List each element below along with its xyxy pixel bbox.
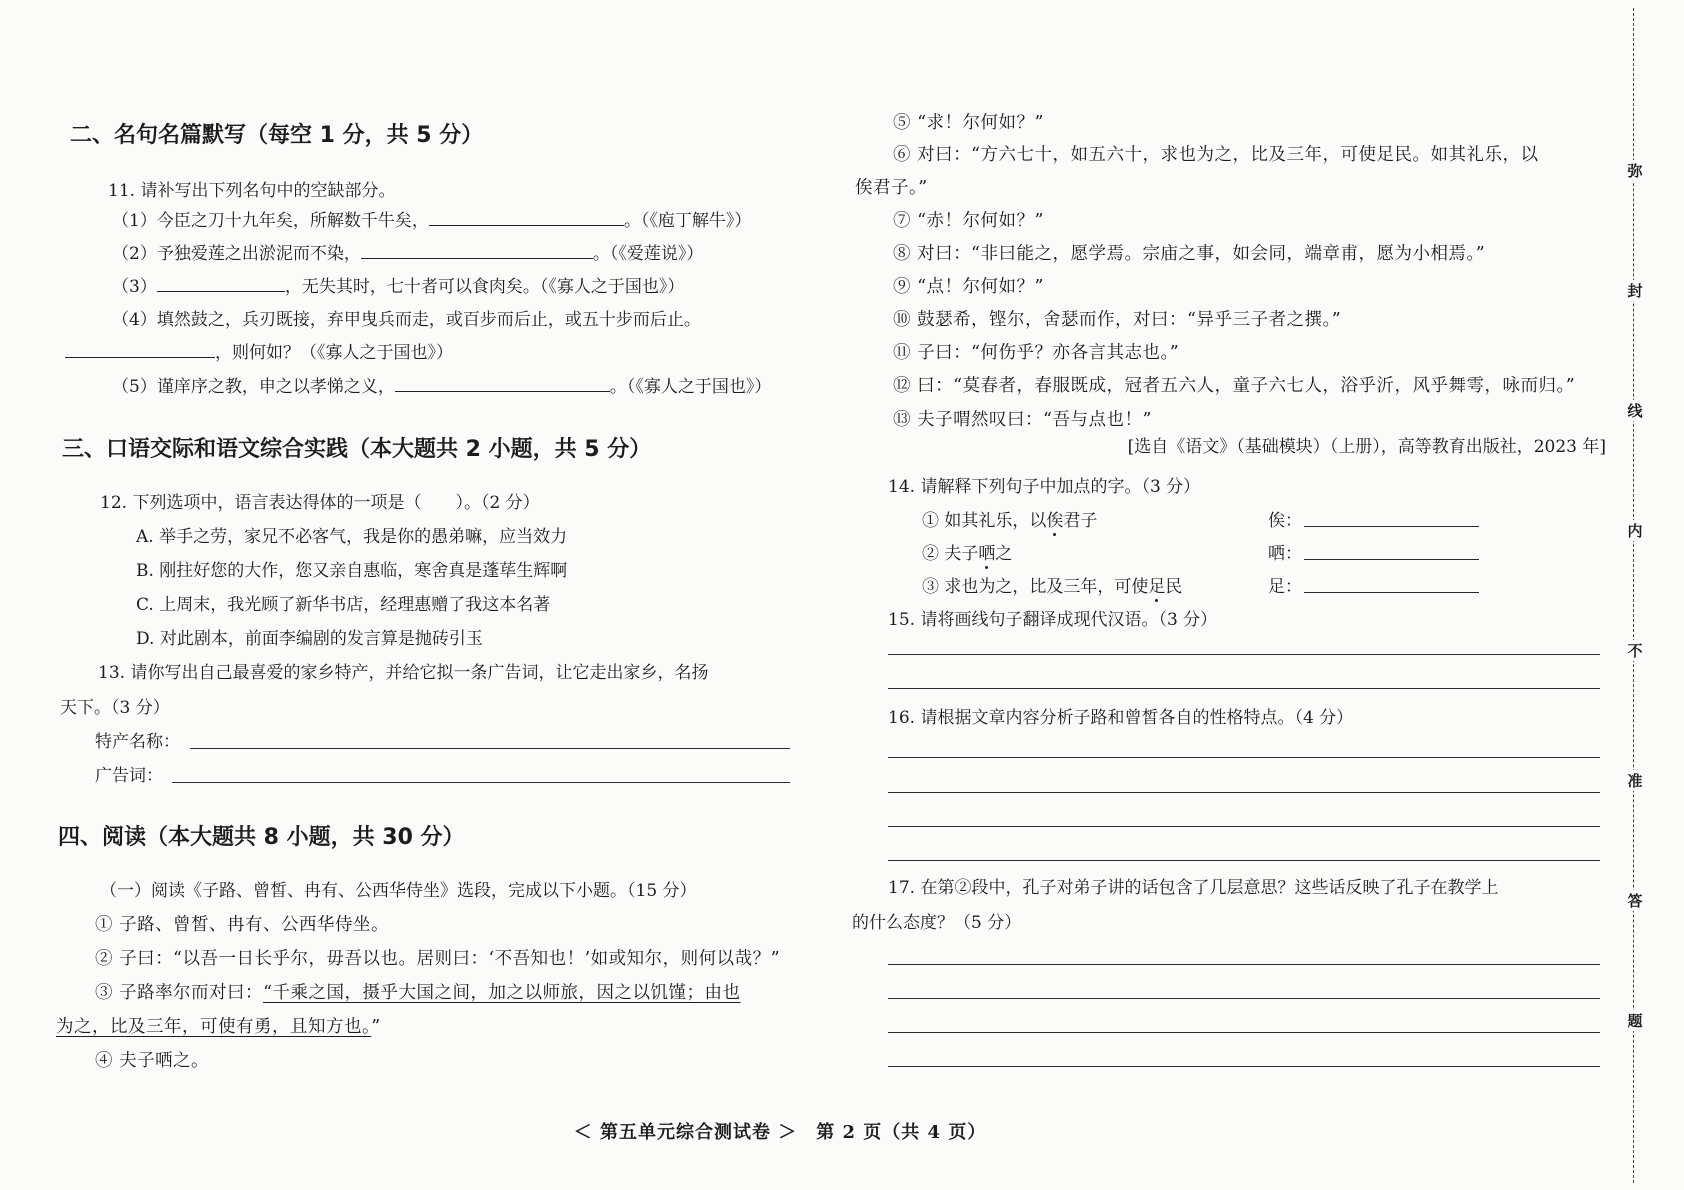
q14-answer-line-2[interactable] xyxy=(1304,559,1479,560)
q11-item-5 xyxy=(112,376,771,398)
q11-blank-2[interactable] xyxy=(361,244,593,259)
q11-item-3-num: （3） xyxy=(112,277,157,297)
section-4-heading: 四、阅读（本大题共 8 小题，共 30 分） xyxy=(58,825,465,850)
q11-blank-5[interactable] xyxy=(395,377,610,392)
passage-para-9: ⑨ “点！尔何如？” xyxy=(893,277,1044,297)
passage-para-7: ⑦ “赤！尔何如？” xyxy=(893,211,1044,231)
q12-option-a[interactable]: A. 举手之劳，家兄不必客气，我是你的愚弟嘛，应当效力 xyxy=(136,527,568,547)
q16-stem: 16. 请根据文章内容分析子路和曾皙各自的性格特点。（4 分） xyxy=(888,708,1354,728)
q17-answer-line-2[interactable] xyxy=(888,998,1600,999)
passage-para-4: ④ 夫子哂之。 xyxy=(95,1051,210,1071)
binding-char-8: 题 xyxy=(1627,1012,1643,1030)
reading-intro: （一）阅读《子路、曾皙、冉有、公西华侍坐》选段，完成以下小题。（15 分） xyxy=(100,881,697,901)
q14-label-2: 哂： xyxy=(1268,544,1302,564)
q11-item-3-text: ，无失其时，七十者可以食肉矣。（《寡人之于国也》） xyxy=(284,277,685,297)
binding-char-1: 弥 xyxy=(1627,162,1643,180)
binding-char-4: 内 xyxy=(1627,522,1643,540)
q14-answer-line-1[interactable] xyxy=(1304,526,1479,527)
binding-seal-line xyxy=(1633,8,1634,1183)
q12-stem: 12. 下列选项中，语言表达得体的一项是（ ）。（2 分） xyxy=(100,493,540,513)
q17-stem-line1: 17. 在第②段中，孔子对弟子讲的话包含了几层意思？这些话反映了孔子在教学上 xyxy=(888,878,1499,898)
q12-option-c[interactable]: C. 上周末，我光顾了新华书店，经理惠赠了我这本名著 xyxy=(136,595,551,615)
binding-char-7: 答 xyxy=(1627,892,1643,910)
q11-item-4-line1: （4）填然鼓之，兵刃既接，弃甲曳兵而走，或百步而后止，或五十步而后止。 xyxy=(112,310,701,330)
q13-specialty-answer-line[interactable] xyxy=(190,748,790,749)
q11-item-1-source: 。（《庖丁解牛》） xyxy=(623,211,752,231)
q11-item-4-line2 xyxy=(65,342,453,364)
q13-stem-line2: 天下。（3 分） xyxy=(60,698,170,718)
binding-char-3: 线 xyxy=(1627,402,1643,420)
passage-para-8: ⑧ 对曰：“非曰能之，愿学焉。宗庙之事，如会同，端章甫，愿为小相焉。” xyxy=(893,244,1486,264)
q12-option-d[interactable]: D. 对此剧本，前面李编剧的发言算是抛砖引玉 xyxy=(136,629,483,649)
q11-item-2-source: 。（《爱莲说》） xyxy=(592,244,704,264)
passage-para-6-line1: ⑥ 对曰：“方六七十，如五六十，求也为之，比及三年，可使足民。如其礼乐，以 xyxy=(893,145,1539,165)
q14-sentence-1: ① 如其礼乐，以俟君子 xyxy=(922,511,1098,531)
q11-blank-3[interactable] xyxy=(157,277,285,292)
q13-ad-answer-line[interactable] xyxy=(172,782,790,783)
q11-item-5-source: 。（《寡人之于国也》） xyxy=(609,377,772,397)
passage-para-1: ① 子路、曾皙、冉有、公西华侍坐。 xyxy=(95,915,390,935)
q16-answer-line-4[interactable] xyxy=(888,860,1600,861)
section-2-heading: 二、名句名篇默写（每空 1 分，共 5 分） xyxy=(70,123,484,148)
q15-answer-line-1[interactable] xyxy=(888,654,1600,655)
q14-dotted-char-1: 俟 xyxy=(1046,511,1064,531)
q14-label-3: 足： xyxy=(1268,577,1302,597)
q11-item-3 xyxy=(112,276,684,298)
page-footer: ＜ 第五单元综合测试卷 ＞ 第 2 页（共 4 页） xyxy=(573,1122,987,1143)
q14-dotted-char-3: 足 xyxy=(1148,577,1166,597)
q14-label-1: 俟： xyxy=(1268,511,1302,531)
q13-stem-line1: 13. 请你写出自己最喜爱的家乡特产，并给它拟一条广告词，让它走出家乡，名扬 xyxy=(98,663,709,683)
q11-item-2 xyxy=(112,243,703,265)
q15-answer-line-2[interactable] xyxy=(888,688,1600,689)
passage-para-3-lead: ③ 子路率尔而对曰： xyxy=(95,983,264,1003)
q17-answer-line-3[interactable] xyxy=(888,1032,1600,1033)
passage-para-5: ⑤ “求！尔何如？” xyxy=(893,113,1044,133)
passage-para-2: ② 子曰：“以吾一日长乎尔，毋吾以也。居则曰：‘不吾知也！’如或知尔，则何以哉？” xyxy=(95,949,781,969)
q13-ad-label: 广告词： xyxy=(95,766,163,786)
q11-item-4-text: ，则何如？（《寡人之于国也》） xyxy=(215,343,453,363)
passage-para-3-line1 xyxy=(95,982,741,1004)
q16-answer-line-1[interactable] xyxy=(888,757,1600,758)
passage-para-3-line2 xyxy=(56,1016,381,1038)
binding-char-2: 封 xyxy=(1627,282,1643,300)
q13-specialty-label: 特产名称： xyxy=(95,732,180,752)
q11-item-1-text: （1）今臣之刀十九年矣，所解数千牛矣， xyxy=(112,211,429,231)
q11-stem: 11. 请补写出下列名句中的空缺部分。 xyxy=(108,181,396,201)
passage-para-3-close-quote: ” xyxy=(371,1017,381,1037)
q15-stem: 15. 请将画线句子翻译成现代汉语。（3 分） xyxy=(888,610,1218,630)
q16-answer-line-3[interactable] xyxy=(888,826,1600,827)
q17-stem-line2: 的什么态度？（5 分） xyxy=(852,913,1022,933)
q11-item-5-text: （5）谨庠序之教，申之以孝悌之义， xyxy=(112,377,395,397)
section-3-heading: 三、口语交际和语文综合实践（本大题共 2 小题，共 5 分） xyxy=(62,437,652,462)
q14-sentence-2: ② 夫子哂之 xyxy=(922,544,1013,564)
q11-item-1 xyxy=(112,210,751,232)
passage-para-11: ⑪ 子曰：“何伤乎？亦各言其志也。” xyxy=(893,343,1180,363)
q14-dotted-char-2: 哂 xyxy=(978,544,996,564)
binding-char-6: 准 xyxy=(1627,772,1643,790)
q14-stem: 14. 请解释下列句子中加点的字。（3 分） xyxy=(888,477,1201,497)
passage-para-6-line2: 俟君子。” xyxy=(855,178,928,198)
q17-answer-line-4[interactable] xyxy=(888,1066,1600,1067)
q17-answer-line-1[interactable] xyxy=(888,964,1600,965)
q16-answer-line-2[interactable] xyxy=(888,792,1600,793)
passage-para-13: ⑬ 夫子喟然叹曰：“吾与点也！” xyxy=(893,410,1152,430)
passage-para-12: ⑫ 曰：“莫春者，春服既成，冠者五六人，童子六七人，浴乎沂，风乎舞雩，咏而归。” xyxy=(893,376,1576,396)
passage-para-3-underlined-1: “千乘之国，摄乎大国之间，加之以师旅，因之以饥馑；由也 xyxy=(263,983,741,1003)
passage-source: [选自《语文》（基础模块）（上册），高等教育出版社，2023 年] xyxy=(1127,437,1606,457)
q14-answer-line-3[interactable] xyxy=(1304,592,1479,593)
passage-para-3-underlined-2: 为之，比及三年，可使有勇，且知方也。 xyxy=(56,1017,372,1037)
q11-blank-1[interactable] xyxy=(429,211,624,226)
q11-item-2-text: （2）予独爱莲之出淤泥而不染， xyxy=(112,244,361,264)
binding-char-5: 不 xyxy=(1627,642,1643,660)
q12-option-b[interactable]: B. 刚拄好您的大作，您又亲自惠临，寒舍真是蓬荜生辉啊 xyxy=(136,561,568,581)
passage-para-10: ⑩ 鼓瑟希，铿尔，舍瑟而作，对曰：“异乎三子者之撰。” xyxy=(893,310,1342,330)
q14-sentence-3: ③ 求也为之，比及三年，可使足民 xyxy=(922,577,1183,597)
q11-blank-4[interactable] xyxy=(65,343,215,358)
